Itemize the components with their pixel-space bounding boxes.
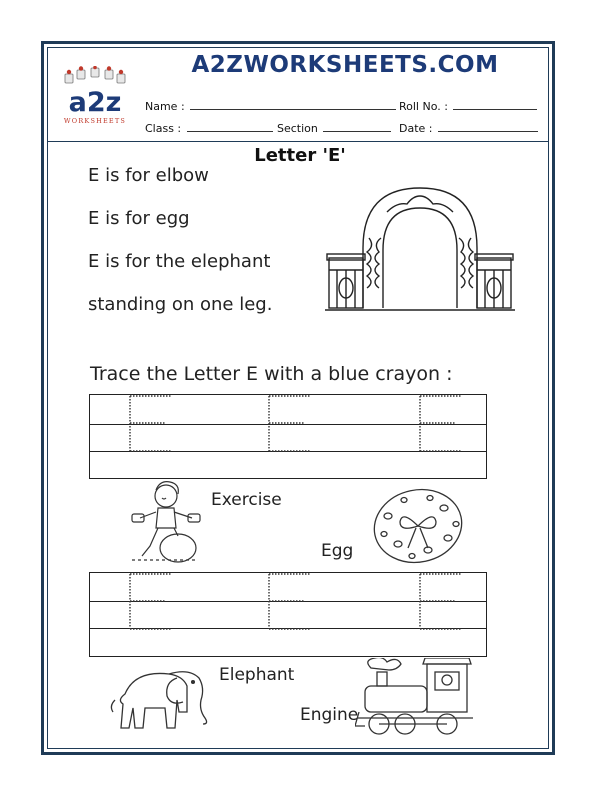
exercise-label: Exercise: [211, 490, 282, 510]
site-title: A2ZWORKSHEETS.COM: [191, 52, 499, 78]
dotted-letter-e[interactable]: [126, 395, 176, 453]
tracing-box[interactable]: [89, 394, 487, 479]
date-blank[interactable]: [438, 121, 538, 132]
dotted-letter-e[interactable]: [265, 395, 315, 453]
elephant-label: Elephant: [219, 665, 295, 685]
logo-text: a2z: [68, 87, 122, 118]
logo-subtext: WORKSHEETS: [63, 117, 127, 125]
a2z-logo: [55, 66, 135, 128]
exercise-child-icon: [128, 478, 208, 566]
rhyme-line: E is for the elephant: [88, 251, 271, 272]
dotted-letter-e[interactable]: [416, 573, 466, 631]
header-divider: [47, 141, 549, 142]
elephant-icon: [105, 660, 217, 738]
egg-label: Egg: [321, 541, 354, 561]
tracing-box[interactable]: [89, 572, 487, 657]
dotted-letter-e[interactable]: [126, 573, 176, 631]
class-blank[interactable]: [187, 121, 273, 132]
decorated-egg-icon: [368, 486, 468, 566]
trace-instruction: Trace the Letter E with a blue crayon :: [90, 363, 453, 385]
class-field[interactable]: [145, 121, 273, 135]
roll-blank[interactable]: [453, 99, 537, 110]
date-label: Date :: [399, 122, 433, 135]
dotted-letter-e[interactable]: [416, 395, 466, 453]
dotted-letter-e[interactable]: [265, 573, 315, 631]
section-field[interactable]: [277, 121, 391, 135]
entrance-arch-icon: [325, 178, 515, 318]
name-field[interactable]: [145, 99, 396, 113]
rhyme-line: standing on one leg.: [88, 294, 273, 315]
roll-label: Roll No. :: [399, 100, 448, 113]
date-field[interactable]: [399, 121, 538, 135]
engine-label: Engine: [300, 705, 359, 725]
steam-engine-icon: [355, 658, 473, 738]
rhyme-line: E is for egg: [88, 208, 190, 229]
roll-field[interactable]: [399, 99, 537, 113]
rhyme-line: E is for elbow: [88, 165, 209, 186]
section-blank[interactable]: [323, 121, 391, 132]
section-label: Section: [277, 122, 318, 135]
name-label: Name :: [145, 100, 185, 113]
class-label: Class :: [145, 122, 182, 135]
name-blank[interactable]: [190, 99, 396, 110]
worksheet-title: Letter 'E': [254, 145, 346, 166]
